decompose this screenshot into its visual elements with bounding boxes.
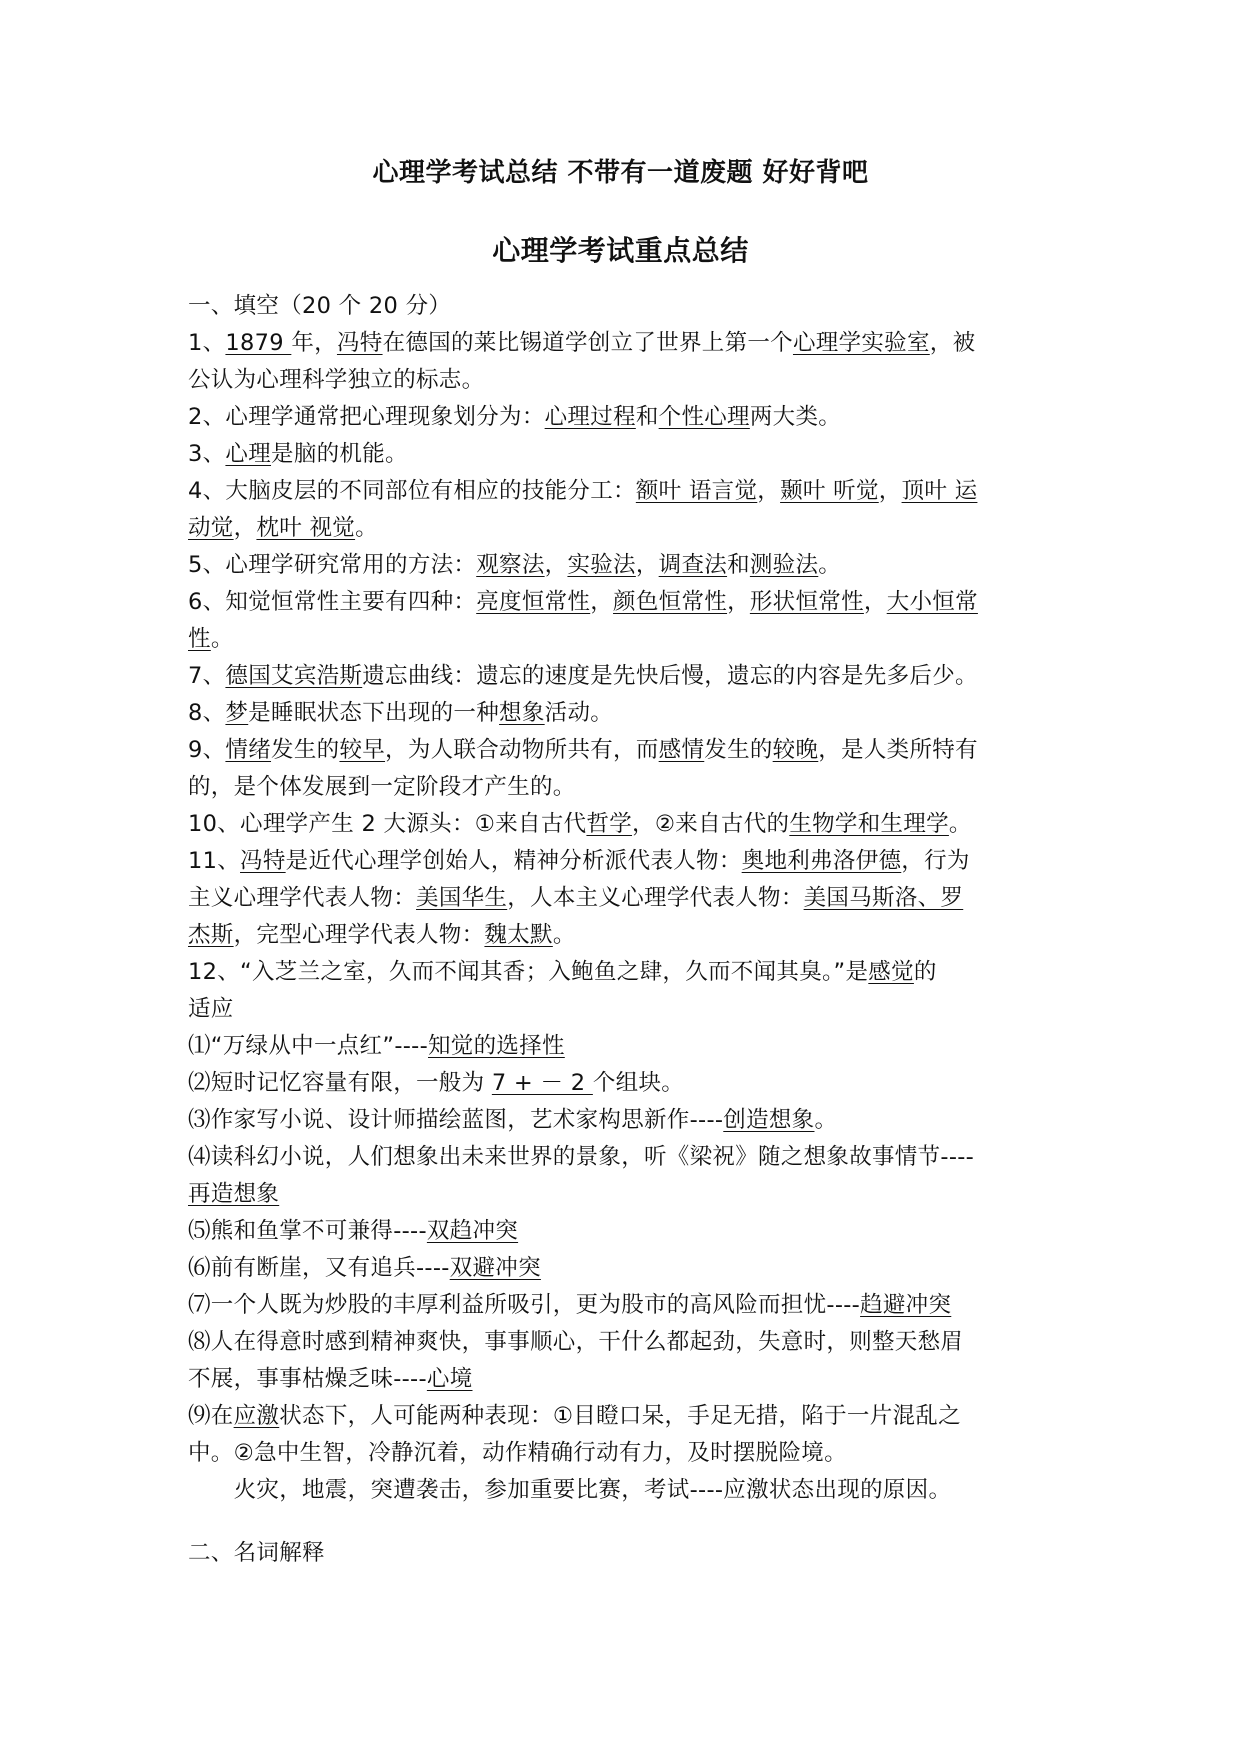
text-segment: ， bbox=[863, 589, 887, 615]
underlined-answer: 亮度恒常性 bbox=[476, 589, 591, 615]
text-segment: ⑸熊和鱼掌不可兼得---- bbox=[188, 1218, 427, 1244]
underlined-answer: 形状恒常性 bbox=[749, 589, 864, 615]
underlined-answer: 1879 bbox=[225, 330, 292, 356]
text-segment: 活动。 bbox=[544, 700, 614, 726]
text-segment: 8、 bbox=[188, 700, 226, 726]
underlined-answer: 感情 bbox=[658, 737, 705, 763]
text-segment: ， bbox=[233, 515, 257, 541]
underlined-answer: 心理学实验室 bbox=[792, 330, 930, 356]
document-main-title: 心理学考试总结 不带有一道废题 好好背吧 bbox=[372, 158, 869, 188]
text-line bbox=[188, 584, 1056, 621]
text-line bbox=[188, 399, 1056, 436]
underlined-answer: 调查法 bbox=[658, 552, 728, 578]
document-body bbox=[188, 288, 1056, 1572]
underlined-answer: 杰斯 bbox=[188, 922, 234, 948]
underlined-answer: 再造想象 bbox=[188, 1181, 280, 1207]
underlined-answer: 颜色恒常性 bbox=[613, 589, 728, 615]
text-line bbox=[188, 473, 1056, 510]
underlined-answer: 颞叶 听觉 bbox=[780, 478, 879, 504]
text-segment: ，完型心理学代表人物： bbox=[233, 922, 485, 948]
text-segment: 主义心理学代表人物： bbox=[188, 885, 417, 911]
text-line bbox=[188, 806, 1056, 843]
text-segment: 3、 bbox=[188, 441, 226, 467]
underlined-answer: 趋避冲突 bbox=[860, 1292, 952, 1318]
text-segment: ， bbox=[635, 552, 659, 578]
text-segment: 状态下，人可能两种表现：①目瞪口呆，手足无措，陷于一片混乱之 bbox=[279, 1403, 961, 1429]
text-segment: ，行为 bbox=[901, 848, 970, 874]
text-line bbox=[188, 843, 1056, 880]
text-segment: ⑵短时记忆容量有限，一般为 bbox=[188, 1070, 492, 1096]
text-segment: 是睡眠状态下出现的一种 bbox=[248, 700, 500, 726]
underlined-answer: 知觉的选择性 bbox=[428, 1033, 565, 1059]
text-line bbox=[188, 1213, 1056, 1250]
underlined-answer: 心理过程 bbox=[544, 404, 636, 430]
text-line bbox=[188, 1176, 1056, 1213]
text-segment: 7、 bbox=[188, 663, 226, 689]
underlined-answer: 创造想象 bbox=[723, 1107, 815, 1133]
underlined-answer: 生物学和生理学 bbox=[789, 811, 949, 837]
text-segment: 的 bbox=[913, 959, 937, 985]
text-segment: 火灾，地震，突遭袭击，参加重要比赛，考试----应激状态出现的原因。 bbox=[188, 1477, 952, 1503]
text-segment: 11、 bbox=[188, 848, 241, 874]
text-segment: 和 bbox=[635, 404, 659, 430]
text-segment: 公认为心理科学独立的标志。 bbox=[188, 367, 485, 393]
text-line bbox=[188, 1065, 1056, 1102]
underlined-answer: 魏太默 bbox=[484, 922, 553, 948]
underlined-answer: 双趋冲突 bbox=[426, 1218, 519, 1244]
text-segment: ，人本主义心理学代表人物： bbox=[507, 885, 804, 911]
text-line bbox=[188, 547, 1056, 584]
text-segment: 1、 bbox=[188, 330, 226, 356]
underlined-answer: 额叶 语言觉 bbox=[635, 478, 758, 504]
text-line bbox=[188, 1398, 1056, 1435]
text-segment: 和 bbox=[727, 552, 750, 578]
text-line bbox=[188, 510, 1056, 547]
underlined-answer: 情绪 bbox=[225, 737, 272, 763]
text-line bbox=[188, 954, 1056, 991]
underlined-answer: 美国华生 bbox=[416, 885, 508, 911]
text-segment: 发生的 bbox=[704, 737, 773, 763]
text-segment: ⑴“万绿从中一点红”---- bbox=[188, 1033, 428, 1059]
text-line bbox=[188, 1435, 1056, 1472]
text-segment: 不展，事事枯燥乏味---- bbox=[188, 1366, 427, 1392]
text-segment: 一、填空（20 个 20 分） bbox=[188, 293, 452, 319]
text-segment: 。 bbox=[814, 1107, 838, 1133]
text-line bbox=[188, 1324, 1056, 1361]
text-line bbox=[188, 621, 1056, 658]
underlined-answer: 冯特 bbox=[240, 848, 286, 874]
text-segment: 的，是个体发展到一定阶段才产生的。 bbox=[188, 774, 576, 800]
text-line bbox=[188, 1509, 1056, 1535]
underlined-answer: 枕叶 视觉 bbox=[256, 515, 356, 541]
underlined-answer: 想象 bbox=[499, 700, 545, 726]
text-line bbox=[188, 325, 1056, 362]
text-line bbox=[188, 288, 1056, 325]
underlined-answer: 动觉 bbox=[188, 515, 234, 541]
text-line bbox=[188, 1139, 1056, 1176]
text-segment: 。 bbox=[355, 515, 378, 541]
text-segment: 二、名词解释 bbox=[188, 1540, 325, 1566]
underlined-answer: 较晚 bbox=[772, 737, 819, 763]
text-segment: 5、心理学研究常用的方法： bbox=[188, 552, 477, 578]
text-segment: ， bbox=[878, 478, 902, 504]
text-segment: 是近代心理学创始人，精神分析派代表人物： bbox=[285, 848, 742, 874]
text-segment: 。 bbox=[948, 811, 972, 837]
text-segment: 。 bbox=[818, 552, 842, 578]
underlined-answer: 较早 bbox=[339, 737, 386, 763]
text-segment: 。 bbox=[210, 626, 234, 652]
underlined-answer: 测验法 bbox=[749, 552, 819, 578]
text-line bbox=[188, 695, 1056, 732]
document-subtitle: 心理学考试重点总结 bbox=[492, 234, 749, 267]
text-line bbox=[188, 1028, 1056, 1065]
text-line bbox=[188, 1535, 1056, 1572]
text-line bbox=[188, 917, 1056, 954]
text-segment: ⑶作家写小说、设计师描绘蓝图，艺术家构思新作---- bbox=[188, 1107, 724, 1133]
text-segment: ⑺一个人既为炒股的丰厚利益所吸引，更为股市的高风险而担忧---- bbox=[188, 1292, 861, 1318]
underlined-answer: 个性心理 bbox=[658, 404, 750, 430]
text-segment: ， bbox=[590, 589, 614, 615]
text-segment: 年， bbox=[291, 330, 337, 356]
text-line bbox=[188, 436, 1056, 473]
text-segment: 6、知觉恒常性主要有四种： bbox=[188, 589, 477, 615]
text-line bbox=[188, 658, 1056, 695]
underlined-answer: 实验法 bbox=[567, 552, 636, 578]
underlined-answer: 梦 bbox=[225, 700, 249, 726]
text-line bbox=[188, 1250, 1056, 1287]
text-segment: ，②来自古代的 bbox=[632, 811, 790, 837]
underlined-answer: 心境 bbox=[426, 1366, 473, 1392]
text-segment: 遗忘曲线：遗忘的速度是先快后慢，遗忘的内容是先多后少。 bbox=[362, 663, 978, 689]
underlined-answer: 双避冲突 bbox=[449, 1255, 541, 1281]
text-segment: 4、大脑皮层的不同部位有相应的技能分工： bbox=[188, 478, 636, 504]
underlined-answer: 大小恒常 bbox=[886, 589, 978, 615]
underlined-answer: 感觉 bbox=[868, 959, 914, 985]
text-segment: ⑼在 bbox=[188, 1403, 234, 1429]
text-segment: ，为人联合动物所共有，而 bbox=[385, 737, 659, 763]
text-line bbox=[188, 1472, 1056, 1509]
text-segment: 。 bbox=[552, 922, 576, 948]
underlined-answer: 美国马斯洛、罗 bbox=[803, 885, 964, 911]
text-segment: ， bbox=[727, 589, 750, 615]
text-segment: 在德国的莱比锡道学创立了世界上第一个 bbox=[382, 330, 793, 356]
text-segment: 是脑的机能。 bbox=[271, 441, 408, 467]
text-segment: 发生的 bbox=[271, 737, 340, 763]
underlined-answer: 德国艾宾浩斯 bbox=[225, 663, 363, 689]
text-segment: 个组块。 bbox=[592, 1070, 685, 1096]
text-line bbox=[188, 1102, 1056, 1139]
text-segment: ，是人类所特有 bbox=[818, 737, 978, 763]
text-line bbox=[188, 769, 1056, 806]
underlined-answer: 哲学 bbox=[586, 811, 633, 837]
text-segment: 两大类。 bbox=[749, 404, 842, 430]
text-segment: 2、心理学通常把心理现象划分为： bbox=[188, 404, 545, 430]
underlined-answer: 顶叶 运 bbox=[901, 478, 978, 504]
underlined-answer: 观察法 bbox=[476, 552, 545, 578]
text-line bbox=[188, 732, 1056, 769]
underlined-answer: 应激 bbox=[233, 1403, 280, 1429]
text-line bbox=[188, 1287, 1056, 1324]
text-line bbox=[188, 1361, 1056, 1398]
text-segment: ，被 bbox=[929, 330, 976, 356]
text-line bbox=[188, 362, 1056, 399]
text-segment: 12、“入芝兰之室，久而不闻其香；入鲍鱼之肆，久而不闻其臭。”是 bbox=[188, 959, 869, 985]
text-segment: ⑷读科幻小说，人们想象出未来世界的景象，听《梁祝》随之想象故事情节---- bbox=[188, 1144, 975, 1170]
text-segment: 10、心理学产生 2 大源头：①来自古代 bbox=[188, 811, 587, 837]
underlined-answer: 心理 bbox=[225, 441, 272, 467]
text-segment: ， bbox=[544, 552, 568, 578]
underlined-answer: 冯特 bbox=[336, 330, 383, 356]
underlined-answer: 性 bbox=[188, 626, 211, 652]
underlined-answer: 7 + － 2 bbox=[491, 1070, 593, 1096]
text-line bbox=[188, 880, 1056, 917]
underlined-answer: 奥地利弗洛伊德 bbox=[741, 848, 902, 874]
text-segment: ， bbox=[757, 478, 781, 504]
text-segment: 适应 bbox=[188, 996, 234, 1022]
text-segment: ⑻人在得意时感到精神爽快，事事顺心，干什么都起劲，失意时，则整天愁眉 bbox=[188, 1329, 964, 1355]
text-segment: ⑹前有断崖，又有追兵---- bbox=[188, 1255, 450, 1281]
text-segment: 9、 bbox=[188, 737, 226, 763]
text-segment: 中。②急中生智，冷静沉着，动作精确行动有力，及时摆脱险境。 bbox=[188, 1440, 847, 1466]
text-line bbox=[188, 991, 1056, 1028]
